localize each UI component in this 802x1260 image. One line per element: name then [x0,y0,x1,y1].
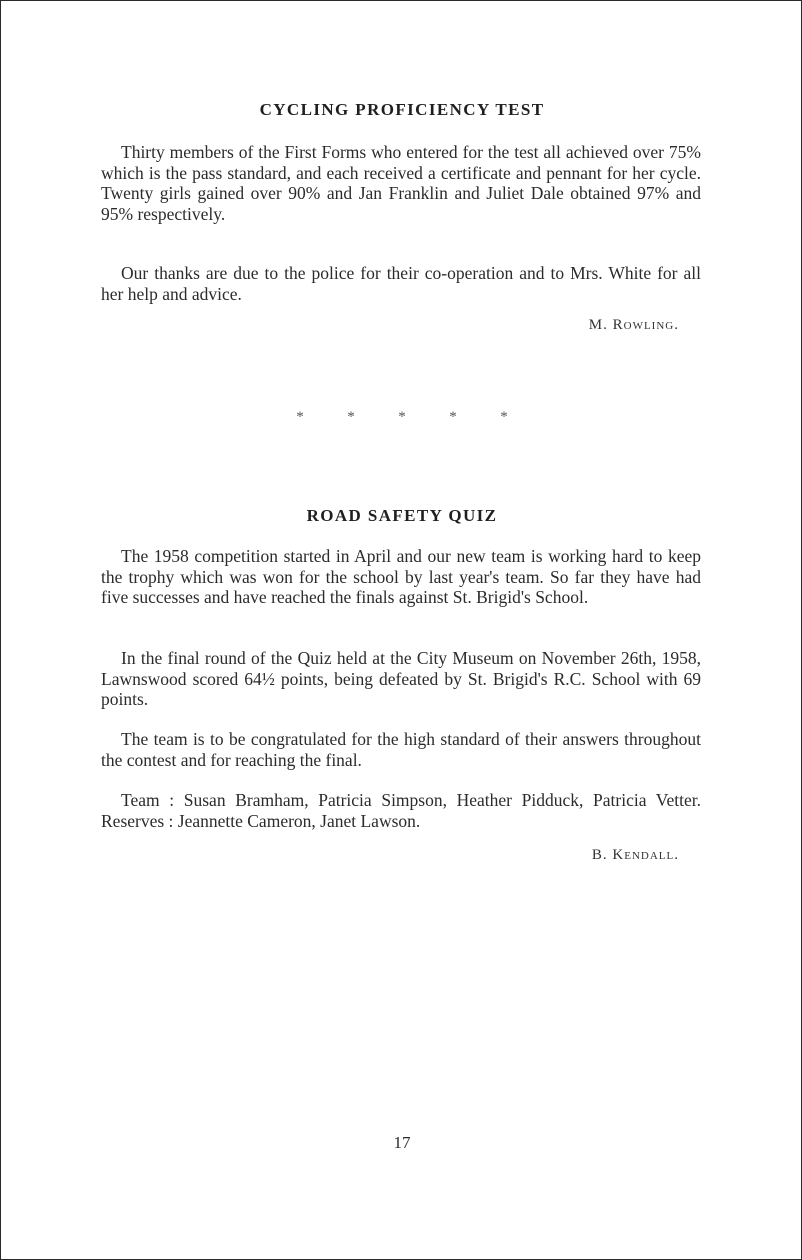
quiz-paragraph-congratulations: The team is to be congratulated for the high standard of their answers throughout the contest and for reaching the final. [101,729,701,770]
separator-star: * [449,409,457,425]
separator-star: * [296,409,304,425]
quiz-paragraph-competition: The 1958 competition started in April and our new team is working hard to keep the trophy which was won for the school by last year's team. So far they have had five successes and have reached the finals against St. Brigid's School. [101,546,701,607]
cycling-paragraph-thanks: Our thanks are due to the police for their co-operation and to Mrs. White for all her help and advice. [101,263,701,304]
quiz-signature: B. Kendall. [591,847,679,863]
quiz-paragraph-final-round: In the final round of the Quiz held at the City Museum on November 26th, 1958, Lawnswood scored 64½ points, being defeated by St. Brigid's R.C. School with 69 points. [101,648,701,709]
separator-star: * [398,409,406,425]
road-safety-quiz-heading: ROAD SAFETY QUIZ [306,506,498,525]
page-number: 17 [393,1133,411,1152]
quiz-paragraph-team: Team : Susan Bramham, Patricia Simpson, Heather Pidduck, Patricia Vetter. Reserves : Jeannette Cameron, Janet Lawson. [101,790,701,831]
separator-star: * [500,409,508,425]
cycling-paragraph-results: Thirty members of the First Forms who entered for the test all achieved over 75% which is the pass standard, and each received a certificate and pennant for her cycle. Twenty girls gained over 90% and Jan Franklin and Juliet Dale obtained 97% and 95% respectively. [101,142,701,224]
separator-star: * [347,409,355,425]
cycling-signature: M. Rowling. [588,317,679,333]
section-separator [1,409,802,426]
cycling-proficiency-heading: CYCLING PROFICIENCY TEST [259,100,545,119]
